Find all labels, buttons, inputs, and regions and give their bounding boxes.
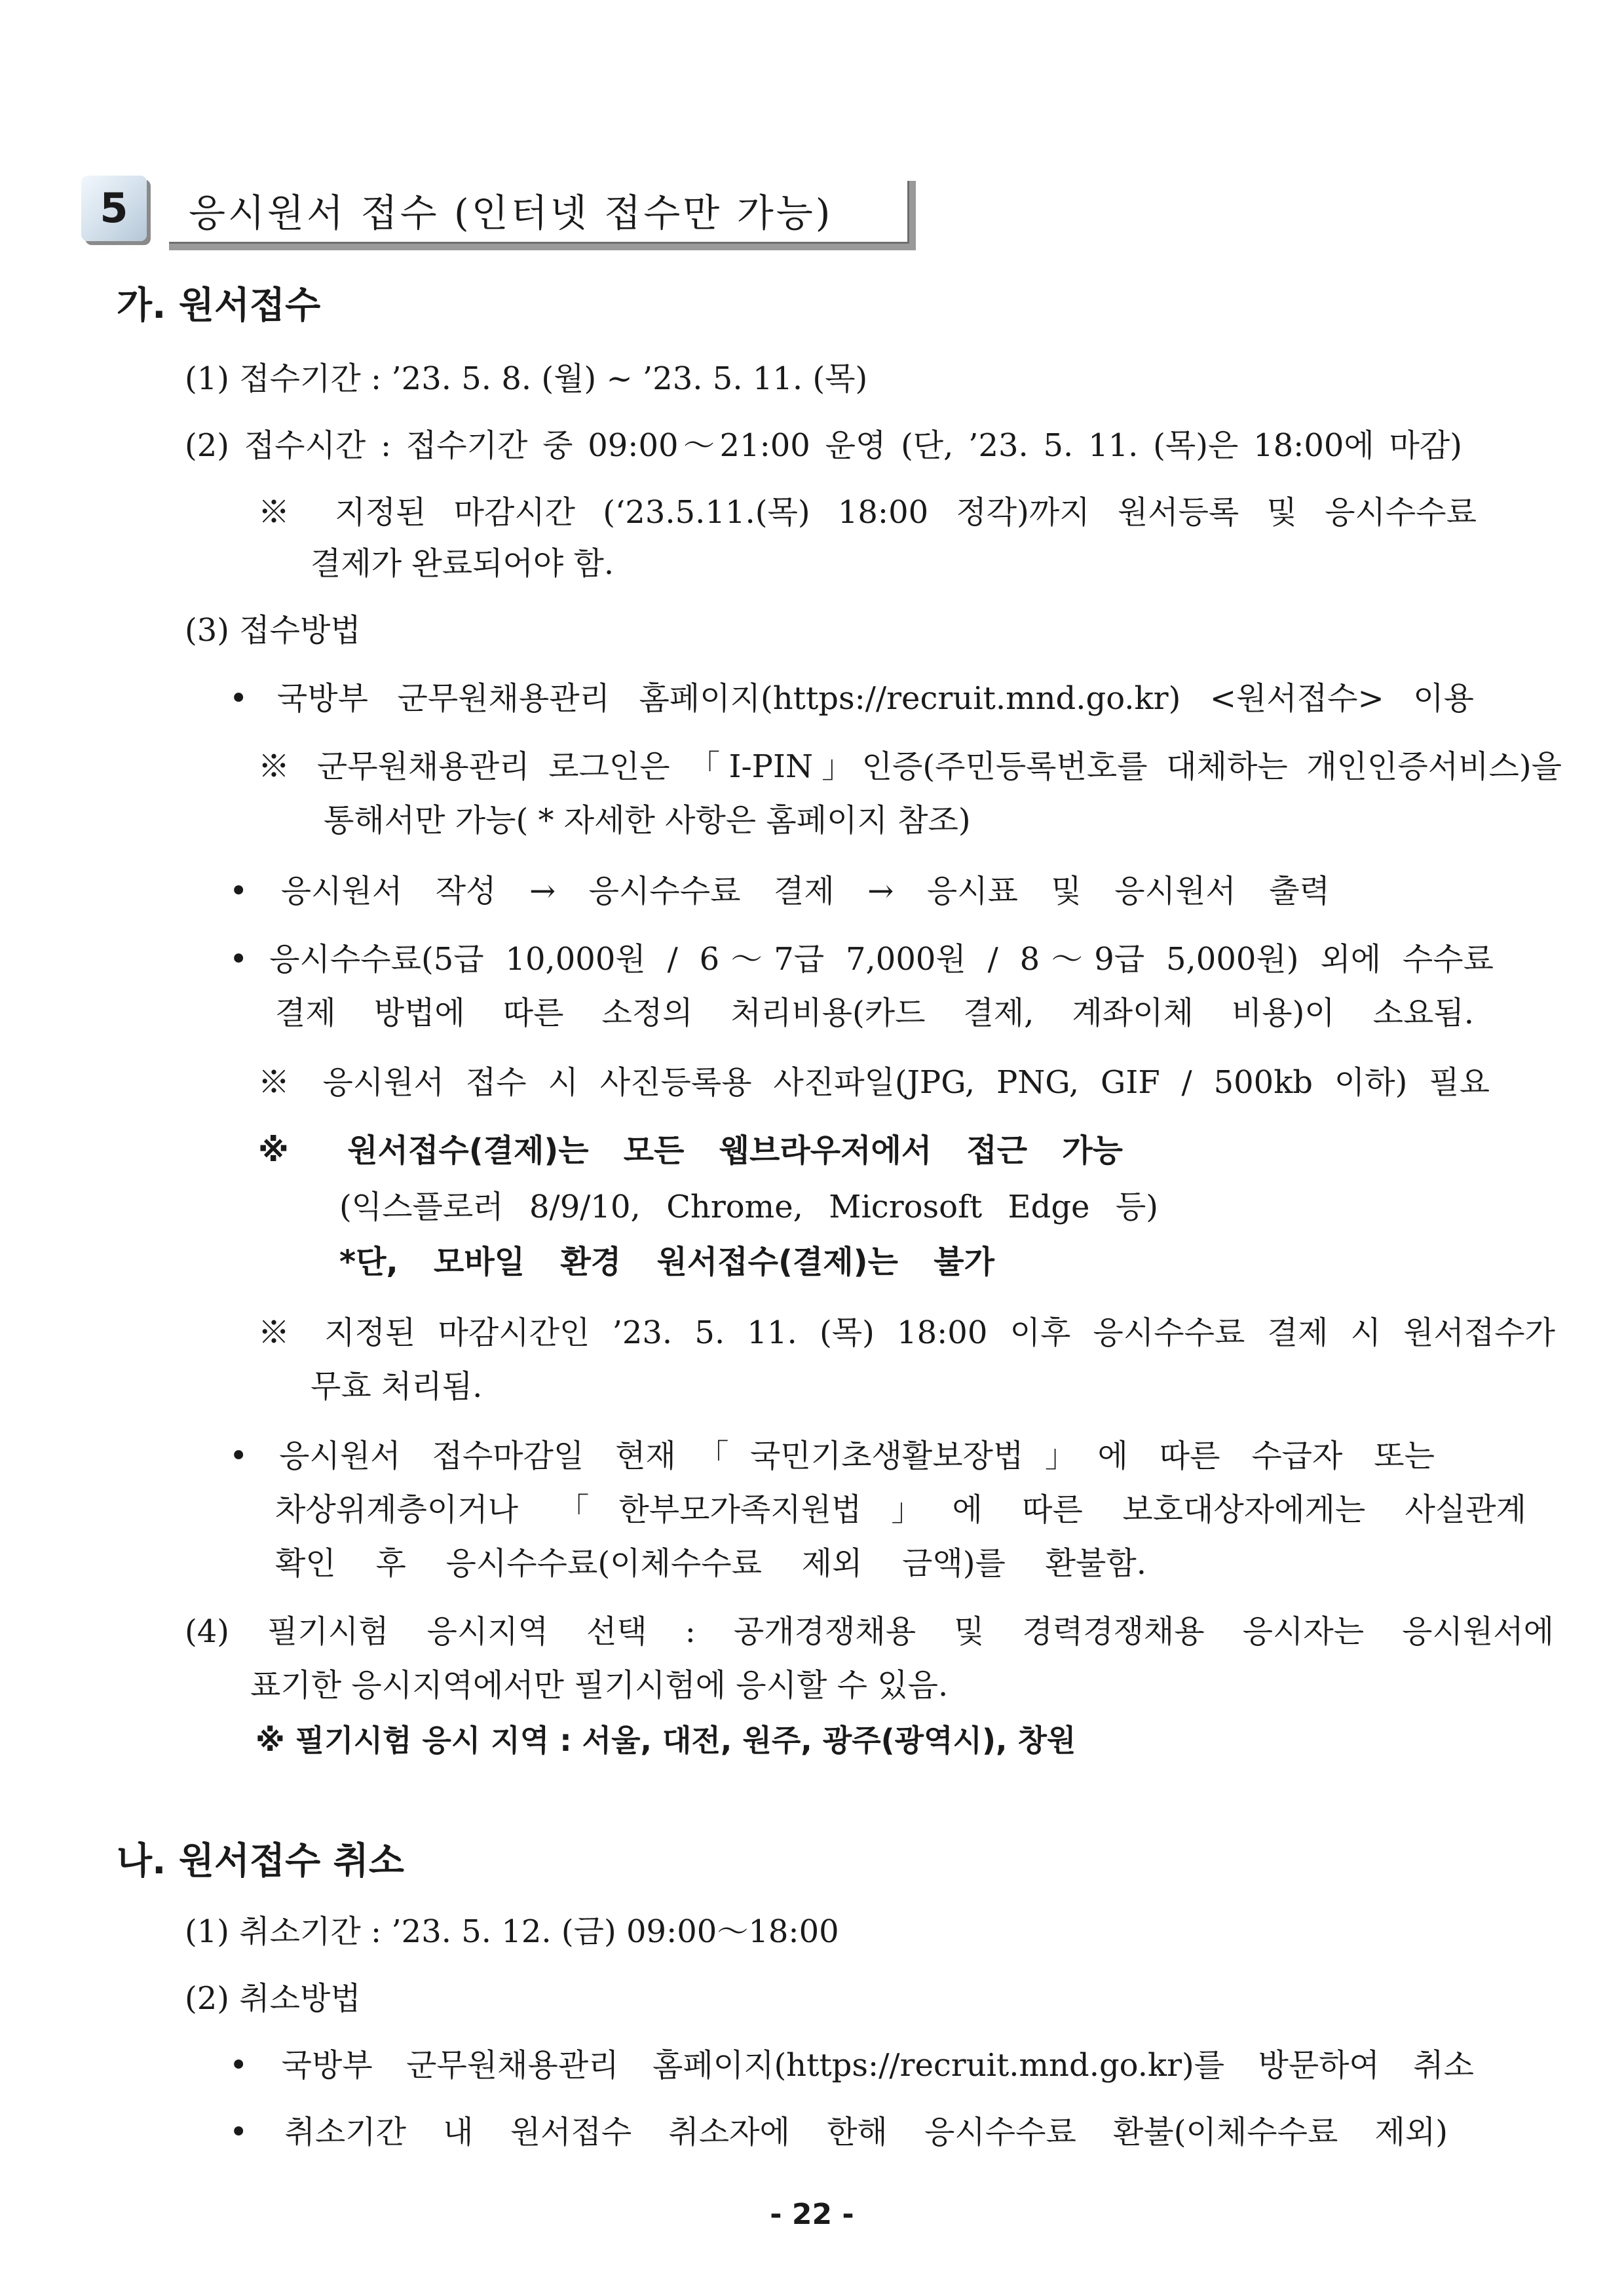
deadline-note-line1: ※ 지정된 마감시간 (‘23.5.11.(목) 18:00 정각)까지 원서등록 및 응시수수료	[258, 494, 1477, 531]
application-period: (1) 접수기간 : ’23. 5. 8. (월) ~ ’23. 5. 11. (목)	[185, 360, 868, 397]
application-hours: (2) 접수시간 : 접수기간 중 09:00～21:00 운영 (단, ’23. 5. 11. (목)은 18:00에 마감)	[185, 427, 1462, 464]
cancel-bullet-site: • 국방부 군무원채용관리 홈페이지(https://recruit.mnd.go.kr)를 방문하여 취소	[229, 2047, 1474, 2084]
cancel-method-heading: (2) 취소방법	[185, 1980, 361, 2017]
photo-file-note: ※ 응시원서 접수 시 사진등록용 사진파일(JPG, PNG, GIF / 500kb 이하) 필요	[258, 1064, 1490, 1101]
bullet-fee-line2: 결제 방법에 따른 소정의 처리비용(카드 결제, 계좌이체 비용)이 소요됨.	[275, 995, 1474, 1031]
bullet-refund-line1: • 응시원서 접수마감일 현재「국민기초생활보장법」에 따른 수급자 또는	[229, 1438, 1435, 1474]
cancel-period: (1) 취소기간 : ’23. 5. 12. (금) 09:00～18:00	[185, 1913, 839, 1950]
exam-region-line1: (4) 필기시험 응시지역 선택 : 공개경쟁채용 및 경력경쟁채용 응시자는 응시원서에	[185, 1613, 1554, 1650]
exam-region-line2: 표기한 응시지역에서만 필기시험에 응시할 수 있음.	[250, 1667, 949, 1704]
part-b-heading: 나. 원서접수 취소	[117, 1840, 404, 1883]
part-a-heading: 가. 원서접수	[117, 284, 321, 327]
page-number: - 22 -	[770, 2198, 854, 2231]
section-title: 응시원서 접수 (인터넷 접수만 가능)	[189, 191, 833, 235]
late-payment-note-line1: ※ 지정된 마감시간인 ’23. 5. 11. (목) 18:00 이후 응시수수료 결제 시 원서접수가	[258, 1314, 1555, 1351]
deadline-note-line2: 결제가 완료되어야 함.	[311, 545, 614, 582]
section-number-badge	[81, 176, 147, 241]
bullet-process-flow: • 응시원서 작성 → 응시수수료 결제 → 응시표 및 응시원서 출력	[229, 873, 1330, 909]
bullet-fee-line1: • 응시수수료(5급 10,000원 / 6～7급 7,000원 / 8～9급 5,000원) 외에 수수료	[229, 941, 1494, 978]
mobile-note: *단, 모바일 환경 원서접수(결제)는 불가	[339, 1244, 994, 1280]
cancel-bullet-refund: • 취소기간 내 원서접수 취소자에 한해 응시수수료 환불(이체수수료 제외)	[229, 2114, 1448, 2151]
section-title-box	[169, 181, 916, 250]
bullet-recruit-site: • 국방부 군무원채용관리 홈페이지(https://recruit.mnd.go.kr) <원서접수> 이용	[229, 680, 1474, 717]
browser-note: ※ 원서접수(결제)는 모든 웹브라우저에서 접근 가능	[258, 1132, 1123, 1169]
bullet-refund-line3: 확인 후 응시수수료(이체수수료 제외 금액)를 환불함.	[275, 1545, 1146, 1582]
browser-list: (익스플로러 8/9/10, Chrome, Microsoft Edge 등)	[339, 1189, 1158, 1225]
bullet-refund-line2: 차상위계층이거나 「한부모가족지원법」에 따른 보호대상자에게는 사실관계	[275, 1491, 1526, 1528]
login-note-line1: ※ 군무원채용관리 로그인은 「I-PIN」인증(주민등록번호를 대체하는 개인인증서비스)을	[258, 748, 1562, 785]
method-heading: (3) 접수방법	[185, 612, 361, 649]
late-payment-note-line2: 무효 처리됨.	[311, 1368, 483, 1405]
section-number: 5	[100, 184, 128, 232]
exam-region-note: ※ 필기시험 응시 지역 : 서울, 대전, 원주, 광주(광역시), 창원	[255, 1723, 1076, 1758]
login-note-line2: 통해서만 가능( * 자세한 사항은 홈페이지 참조)	[324, 802, 971, 839]
